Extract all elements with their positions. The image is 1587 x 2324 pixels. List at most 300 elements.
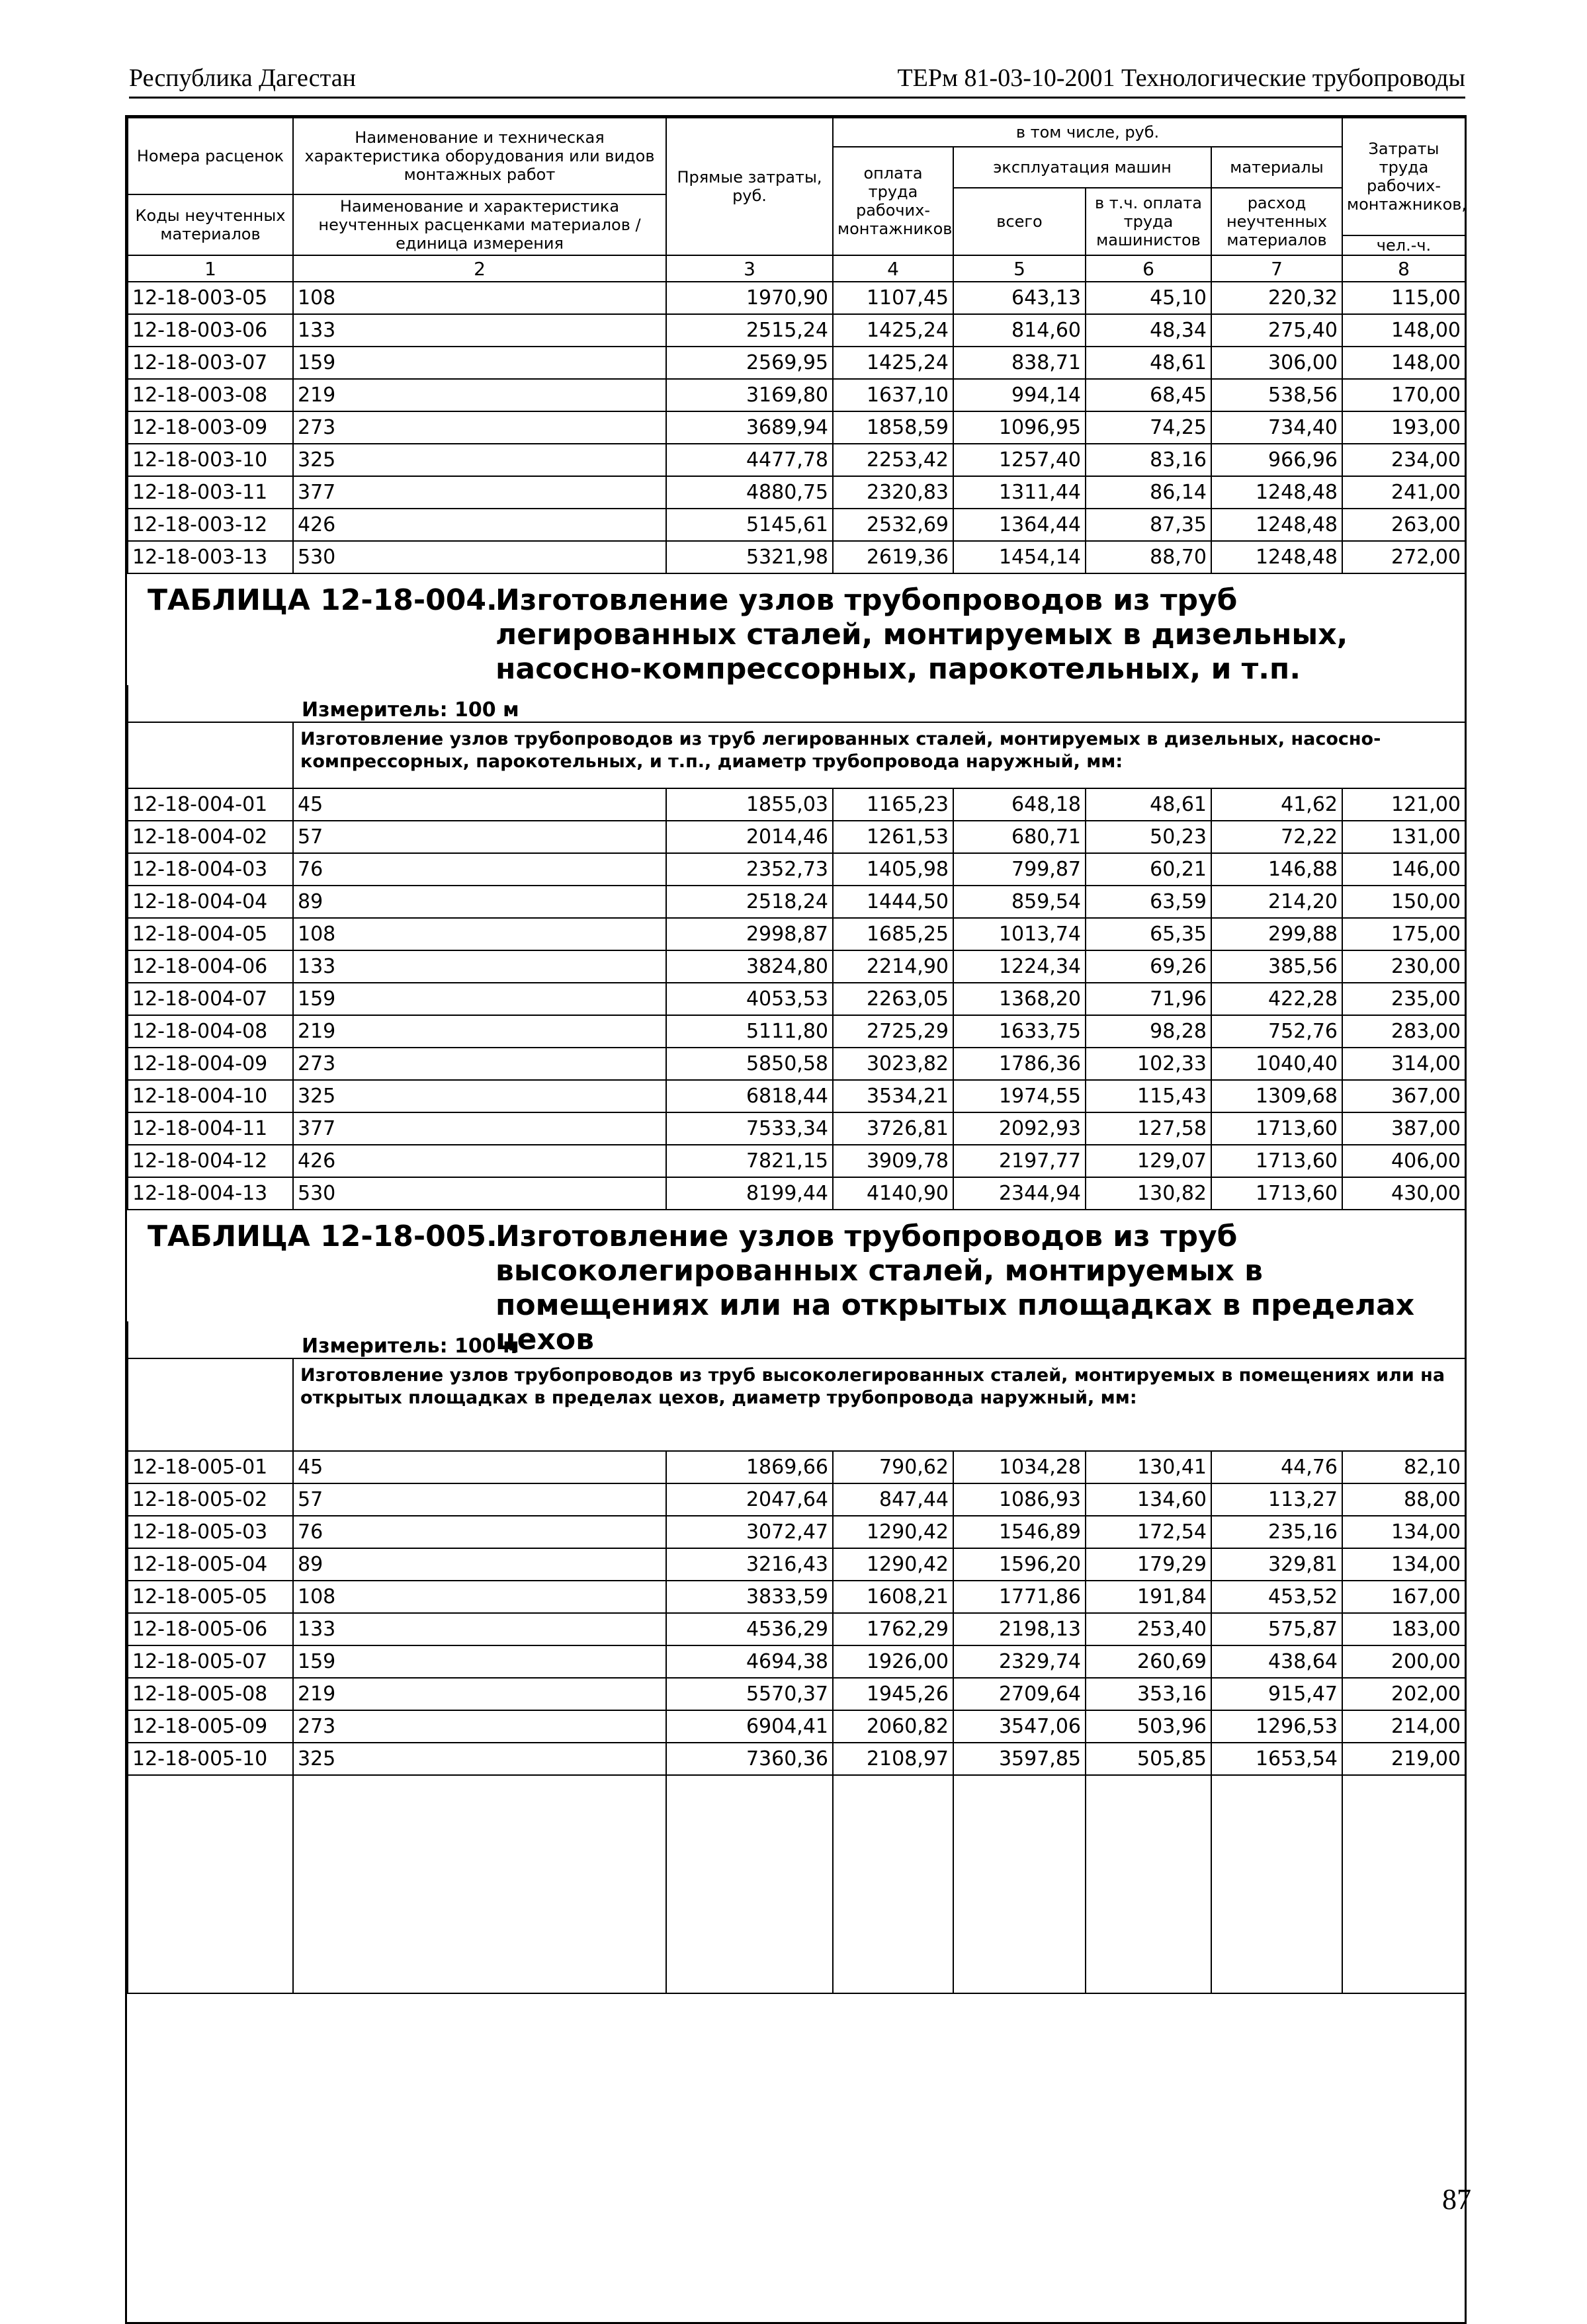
col5-header: всего: [953, 188, 1086, 255]
rate-code: 12-18-005-07: [128, 1645, 293, 1678]
materials-use: 299,88: [1211, 918, 1342, 950]
direct-costs: 3833,59: [666, 1581, 833, 1613]
direct-costs: 4477,78: [666, 444, 833, 476]
table-row: [128, 1613, 1465, 1645]
machines-total: 2198,13: [953, 1613, 1086, 1645]
labor-hours: 214,00: [1342, 1710, 1465, 1743]
pipe-diameter: 325: [293, 444, 666, 476]
labor-pay: 1637,10: [833, 379, 953, 411]
rate-code: 12-18-004-06: [128, 950, 293, 983]
table-row: [128, 1516, 1465, 1548]
table-row: [128, 1678, 1465, 1710]
table-row: [128, 983, 1465, 1015]
machines-total: 1364,44: [953, 509, 1086, 541]
operator-pay: 503,96: [1086, 1710, 1211, 1743]
materials-use: 422,28: [1211, 983, 1342, 1015]
labor-hours: 150,00: [1342, 886, 1465, 918]
pipe-diameter: 219: [293, 1678, 666, 1710]
operator-pay: 115,43: [1086, 1080, 1211, 1112]
table-row: [128, 950, 1465, 983]
labor-hours: 134,00: [1342, 1516, 1465, 1548]
operator-pay: 48,61: [1086, 788, 1211, 821]
labor-hours: 430,00: [1342, 1177, 1465, 1210]
pipe-diameter: 426: [293, 1145, 666, 1177]
direct-costs: 2569,95: [666, 347, 833, 379]
column-number: 8: [1342, 255, 1465, 282]
labor-hours: 202,00: [1342, 1678, 1465, 1710]
operator-pay: 50,23: [1086, 821, 1211, 853]
machines-total: 1596,20: [953, 1548, 1086, 1581]
labor-hours: 263,00: [1342, 509, 1465, 541]
materials-use: 1248,48: [1211, 541, 1342, 573]
direct-costs: 7360,36: [666, 1743, 833, 1775]
table-title-text: Изготовление узлов трубопроводов из труб легированных сталей, монтируемых в дизельных, насосно-компрессорных, парокотельных, и т.п.: [495, 583, 1348, 686]
materials-use: 1309,68: [1211, 1080, 1342, 1112]
labor-hours: 167,00: [1342, 1581, 1465, 1613]
rate-code: 12-18-005-02: [128, 1483, 293, 1516]
column-number: 5: [953, 255, 1086, 282]
materials-use: 1296,53: [1211, 1710, 1342, 1743]
materials-use: 1248,48: [1211, 476, 1342, 509]
rate-code: 12-18-003-06: [128, 314, 293, 347]
operator-pay: 134,60: [1086, 1483, 1211, 1516]
incl-header: в том числе, руб.: [833, 118, 1342, 147]
labor-pay: 2060,82: [833, 1710, 953, 1743]
pipe-diameter: 325: [293, 1743, 666, 1775]
labor-hours: 131,00: [1342, 821, 1465, 853]
table-row: [128, 347, 1465, 379]
page-number: 87: [1442, 2183, 1471, 2216]
labor-pay: 1444,50: [833, 886, 953, 918]
machines-total: 643,13: [953, 282, 1086, 314]
materials-use: 1713,60: [1211, 1145, 1342, 1177]
direct-costs: 8199,44: [666, 1177, 833, 1210]
machines-total: 1224,34: [953, 950, 1086, 983]
labor-pay: 847,44: [833, 1483, 953, 1516]
col7-header: расход неучтенных материалов: [1211, 188, 1342, 255]
machines-total: 1311,44: [953, 476, 1086, 509]
operator-pay: 69,26: [1086, 950, 1211, 983]
col4-header: оплата труда рабочих-монтажников: [833, 147, 953, 255]
column-number: 3: [666, 255, 833, 282]
direct-costs: 6818,44: [666, 1080, 833, 1112]
rate-code: 12-18-004-07: [128, 983, 293, 1015]
col1-bottom-header: Коды неучтенных материалов: [128, 194, 293, 255]
table-row: [128, 1710, 1465, 1743]
materials-use: 214,20: [1211, 886, 1342, 918]
direct-costs: 4053,53: [666, 983, 833, 1015]
machines-total: 1368,20: [953, 983, 1086, 1015]
pipe-diameter: 76: [293, 1516, 666, 1548]
labor-pay: 1261,53: [833, 821, 953, 853]
labor-hours: 170,00: [1342, 379, 1465, 411]
rate-code: 12-18-003-07: [128, 347, 293, 379]
pipe-diameter: 377: [293, 476, 666, 509]
operator-pay: 65,35: [1086, 918, 1211, 950]
direct-costs: 2998,87: [666, 918, 833, 950]
pipe-diameter: 273: [293, 1048, 666, 1080]
machines-total: 1633,75: [953, 1015, 1086, 1048]
rate-code: 12-18-004-12: [128, 1145, 293, 1177]
machines-total: 799,87: [953, 853, 1086, 886]
table-row: [128, 314, 1465, 347]
materials-use: 72,22: [1211, 821, 1342, 853]
operator-pay: 48,61: [1086, 347, 1211, 379]
table-row: [128, 1645, 1465, 1678]
table-row: [128, 282, 1465, 314]
pipe-diameter: 325: [293, 1080, 666, 1112]
pipe-diameter: 133: [293, 1613, 666, 1645]
direct-costs: 2047,64: [666, 1483, 833, 1516]
materials-use: 915,47: [1211, 1678, 1342, 1710]
machines-total: 3597,85: [953, 1743, 1086, 1775]
rates-sheet: [125, 115, 1467, 2324]
table-description: Изготовление узлов трубопроводов из труб высоколегированных сталей, монтируемых в помещениях или на открытых площадках в пределах цехов, диаметр трубопровода наружный, мм:: [293, 1358, 1465, 1451]
table-label: ТАБЛИЦА 12-18-004.: [148, 583, 497, 617]
rate-code: 12-18-005-09: [128, 1710, 293, 1743]
labor-pay: 4140,90: [833, 1177, 953, 1210]
direct-costs: 3216,43: [666, 1548, 833, 1581]
operator-pay: 88,70: [1086, 541, 1211, 573]
direct-costs: 5145,61: [666, 509, 833, 541]
labor-pay: 2108,97: [833, 1743, 953, 1775]
header-document-title: ТЕРм 81-03-10-2001 Технологические трубопроводы: [897, 64, 1465, 92]
table-row: [128, 541, 1465, 573]
materials-use: 41,62: [1211, 788, 1342, 821]
direct-costs: 4694,38: [666, 1645, 833, 1678]
pipe-diameter: 57: [293, 821, 666, 853]
labor-hours: 283,00: [1342, 1015, 1465, 1048]
materials-use: 146,88: [1211, 853, 1342, 886]
rate-code: 12-18-003-08: [128, 379, 293, 411]
machines-total: 2329,74: [953, 1645, 1086, 1678]
machines-total: 2344,94: [953, 1177, 1086, 1210]
table-measure: Измеритель: 100 м: [128, 1321, 1465, 1358]
pipe-diameter: 426: [293, 509, 666, 541]
labor-pay: 1425,24: [833, 347, 953, 379]
labor-pay: 1608,21: [833, 1581, 953, 1613]
labor-pay: 2263,05: [833, 983, 953, 1015]
pipe-diameter: 159: [293, 983, 666, 1015]
direct-costs: 7533,34: [666, 1112, 833, 1145]
labor-hours: 82,10: [1342, 1451, 1465, 1483]
labor-hours: 219,00: [1342, 1743, 1465, 1775]
table-label: ТАБЛИЦА 12-18-005.: [148, 1220, 497, 1253]
labor-hours: 367,00: [1342, 1080, 1465, 1112]
col1-top-header: Номера расценок: [128, 118, 293, 194]
direct-costs: 2014,46: [666, 821, 833, 853]
table-measure: Измеритель: 100 м: [128, 685, 1465, 722]
operator-pay: 86,14: [1086, 476, 1211, 509]
labor-pay: 2253,42: [833, 444, 953, 476]
labor-pay: 1290,42: [833, 1516, 953, 1548]
table-row: [128, 1451, 1465, 1483]
labor-hours: 115,00: [1342, 282, 1465, 314]
rate-code: 12-18-004-09: [128, 1048, 293, 1080]
materials-use: 538,56: [1211, 379, 1342, 411]
labor-pay: 1165,23: [833, 788, 953, 821]
pipe-diameter: 45: [293, 788, 666, 821]
labor-pay: 2214,90: [833, 950, 953, 983]
materials-use: 1713,60: [1211, 1112, 1342, 1145]
table-row: [128, 1080, 1465, 1112]
column-number: 1: [128, 255, 293, 282]
labor-hours: 121,00: [1342, 788, 1465, 821]
rate-code: 12-18-003-05: [128, 282, 293, 314]
operator-pay: 74,25: [1086, 411, 1211, 444]
materials-use: 220,32: [1211, 282, 1342, 314]
operator-pay: 179,29: [1086, 1548, 1211, 1581]
direct-costs: 1855,03: [666, 788, 833, 821]
operator-pay: 130,82: [1086, 1177, 1211, 1210]
table-row: [128, 509, 1465, 541]
materials-header: материалы: [1211, 147, 1342, 188]
operator-pay: 102,33: [1086, 1048, 1211, 1080]
operator-pay: 87,35: [1086, 509, 1211, 541]
table-row: [128, 1177, 1465, 1210]
materials-use: 1248,48: [1211, 509, 1342, 541]
labor-hours: 314,00: [1342, 1048, 1465, 1080]
rate-code: 12-18-005-03: [128, 1516, 293, 1548]
pipe-diameter: 133: [293, 950, 666, 983]
operator-pay: 172,54: [1086, 1516, 1211, 1548]
operator-pay: 60,21: [1086, 853, 1211, 886]
materials-use: 438,64: [1211, 1645, 1342, 1678]
labor-hours: 193,00: [1342, 411, 1465, 444]
rate-code: 12-18-004-08: [128, 1015, 293, 1048]
table-row: [128, 886, 1465, 918]
table-row: [128, 1483, 1465, 1516]
labor-hours: 134,00: [1342, 1548, 1465, 1581]
column-number: 7: [1211, 255, 1342, 282]
rate-code: 12-18-003-09: [128, 411, 293, 444]
direct-costs: 5111,80: [666, 1015, 833, 1048]
operator-pay: 260,69: [1086, 1645, 1211, 1678]
direct-costs: 5850,58: [666, 1048, 833, 1080]
labor-hours: 183,00: [1342, 1613, 1465, 1645]
table-row: [128, 1548, 1465, 1581]
machines-total: 1086,93: [953, 1483, 1086, 1516]
direct-costs: 2352,73: [666, 853, 833, 886]
materials-use: 329,81: [1211, 1548, 1342, 1581]
machines-total: 2092,93: [953, 1112, 1086, 1145]
machines-total: 994,14: [953, 379, 1086, 411]
labor-pay: 2619,36: [833, 541, 953, 573]
direct-costs: 2518,24: [666, 886, 833, 918]
materials-use: 385,56: [1211, 950, 1342, 983]
machines-total: 1454,14: [953, 541, 1086, 573]
operator-pay: 71,96: [1086, 983, 1211, 1015]
pipe-diameter: 108: [293, 282, 666, 314]
column-numbers-row: [128, 255, 1465, 282]
materials-use: 453,52: [1211, 1581, 1342, 1613]
rate-code: 12-18-005-10: [128, 1743, 293, 1775]
pipe-diameter: 273: [293, 1710, 666, 1743]
materials-use: 113,27: [1211, 1483, 1342, 1516]
table-title-text: Изготовление узлов трубопроводов из труб высоколегированных сталей, монтируемых в помещениях или на открытых площадках в пределах цехов: [495, 1220, 1415, 1356]
operator-pay: 191,84: [1086, 1581, 1211, 1613]
labor-hours: 200,00: [1342, 1645, 1465, 1678]
operator-pay: 127,58: [1086, 1112, 1211, 1145]
rate-code: 12-18-003-12: [128, 509, 293, 541]
rate-code: 12-18-005-05: [128, 1581, 293, 1613]
labor-pay: 2320,83: [833, 476, 953, 509]
table-row: [128, 444, 1465, 476]
rate-code: 12-18-004-10: [128, 1080, 293, 1112]
rate-code: 12-18-004-01: [128, 788, 293, 821]
labor-pay: 3909,78: [833, 1145, 953, 1177]
labor-hours: 175,00: [1342, 918, 1465, 950]
rate-code: 12-18-004-03: [128, 853, 293, 886]
col2-bottom-header: Наименование и характеристика неучтенных расценками материалов / единица измерения: [293, 194, 666, 255]
direct-costs: 3689,94: [666, 411, 833, 444]
labor-pay: 2532,69: [833, 509, 953, 541]
machines-header: эксплуатация машин: [953, 147, 1211, 188]
labor-pay: 1425,24: [833, 314, 953, 347]
labor-hours: 406,00: [1342, 1145, 1465, 1177]
direct-costs: 5321,98: [666, 541, 833, 573]
machines-total: 838,71: [953, 347, 1086, 379]
materials-use: 1713,60: [1211, 1177, 1342, 1210]
direct-costs: 2515,24: [666, 314, 833, 347]
labor-hours: 88,00: [1342, 1483, 1465, 1516]
machines-total: 680,71: [953, 821, 1086, 853]
machines-total: 1096,95: [953, 411, 1086, 444]
labor-hours: 234,00: [1342, 444, 1465, 476]
materials-use: 575,87: [1211, 1613, 1342, 1645]
pipe-diameter: 273: [293, 411, 666, 444]
machines-total: 859,54: [953, 886, 1086, 918]
operator-pay: 68,45: [1086, 379, 1211, 411]
table-12-18-004-heading: [128, 573, 1465, 788]
col3-header: Прямые затраты, руб.: [666, 118, 833, 255]
operator-pay: 83,16: [1086, 444, 1211, 476]
operator-pay: 63,59: [1086, 886, 1211, 918]
operator-pay: 505,85: [1086, 1743, 1211, 1775]
column-number: 6: [1086, 255, 1211, 282]
labor-hours: 148,00: [1342, 314, 1465, 347]
labor-pay: 1290,42: [833, 1548, 953, 1581]
rate-code: 12-18-003-13: [128, 541, 293, 573]
pipe-diameter: 45: [293, 1451, 666, 1483]
direct-costs: 5570,37: [666, 1678, 833, 1710]
table-row: [128, 1581, 1465, 1613]
materials-use: 752,76: [1211, 1015, 1342, 1048]
machines-total: 1786,36: [953, 1048, 1086, 1080]
machines-total: 1771,86: [953, 1581, 1086, 1613]
machines-total: 3547,06: [953, 1710, 1086, 1743]
table-description: Изготовление узлов трубопроводов из труб легированных сталей, монтируемых в дизельных, насосно-компрессорных, парокотельных, и т.п., диаметр трубопровода наружный, мм:: [293, 722, 1465, 788]
table-row: [128, 853, 1465, 886]
header-region: Республика Дагестан: [129, 64, 356, 92]
materials-use: 275,40: [1211, 314, 1342, 347]
materials-use: 306,00: [1211, 347, 1342, 379]
labor-pay: 3726,81: [833, 1112, 953, 1145]
operator-pay: 98,28: [1086, 1015, 1211, 1048]
pipe-diameter: 108: [293, 918, 666, 950]
col2-top-header: Наименование и техническая характеристика оборудования или видов монтажных работ: [293, 118, 666, 194]
pipe-diameter: 219: [293, 1015, 666, 1048]
labor-pay: 790,62: [833, 1451, 953, 1483]
operator-pay: 45,10: [1086, 282, 1211, 314]
table-row: [128, 1743, 1465, 1775]
rate-code: 12-18-005-06: [128, 1613, 293, 1645]
materials-use: 1040,40: [1211, 1048, 1342, 1080]
table-row: [128, 379, 1465, 411]
machines-total: 1257,40: [953, 444, 1086, 476]
materials-use: 44,76: [1211, 1451, 1342, 1483]
table-row: [128, 821, 1465, 853]
col6-header: в т.ч. оплата труда машинистов: [1086, 188, 1211, 255]
rate-code: 12-18-004-11: [128, 1112, 293, 1145]
direct-costs: 1970,90: [666, 282, 833, 314]
table-row: [128, 1145, 1465, 1177]
operator-pay: 48,34: [1086, 314, 1211, 347]
labor-pay: 1762,29: [833, 1613, 953, 1645]
col8-top-header: Затраты труда рабочих-монтажников,: [1342, 118, 1465, 235]
rates-table: [127, 117, 1466, 1994]
table-row: [128, 1112, 1465, 1145]
labor-hours: 230,00: [1342, 950, 1465, 983]
machines-total: 1546,89: [953, 1516, 1086, 1548]
pipe-diameter: 219: [293, 379, 666, 411]
labor-pay: 1945,26: [833, 1678, 953, 1710]
table-title: [128, 574, 1465, 685]
labor-pay: 3023,82: [833, 1048, 953, 1080]
pipe-diameter: 108: [293, 1581, 666, 1613]
rate-code: 12-18-004-04: [128, 886, 293, 918]
operator-pay: 129,07: [1086, 1145, 1211, 1177]
materials-use: 966,96: [1211, 444, 1342, 476]
materials-use: 734,40: [1211, 411, 1342, 444]
operator-pay: 130,41: [1086, 1451, 1211, 1483]
pipe-diameter: 530: [293, 541, 666, 573]
pipe-diameter: 89: [293, 886, 666, 918]
table-12-18-005-rows: [128, 1451, 1465, 1775]
labor-hours: 148,00: [1342, 347, 1465, 379]
column-number: 4: [833, 255, 953, 282]
rate-code: 12-18-003-10: [128, 444, 293, 476]
rate-code: 12-18-004-02: [128, 821, 293, 853]
rate-code: 12-18-003-11: [128, 476, 293, 509]
direct-costs: 3824,80: [666, 950, 833, 983]
direct-costs: 3169,80: [666, 379, 833, 411]
materials-use: 235,16: [1211, 1516, 1342, 1548]
direct-costs: 6904,41: [666, 1710, 833, 1743]
labor-hours: 241,00: [1342, 476, 1465, 509]
machines-total: 2197,77: [953, 1145, 1086, 1177]
pipe-diameter: 530: [293, 1177, 666, 1210]
labor-hours: 387,00: [1342, 1112, 1465, 1145]
table-row: [128, 1048, 1465, 1080]
column-number: 2: [293, 255, 666, 282]
labor-pay: 1926,00: [833, 1645, 953, 1678]
labor-pay: 1858,59: [833, 411, 953, 444]
labor-hours: 272,00: [1342, 541, 1465, 573]
page-header: [129, 58, 1465, 99]
pipe-diameter: 57: [293, 1483, 666, 1516]
direct-costs: 4880,75: [666, 476, 833, 509]
table-12-18-004-rows: [128, 788, 1465, 1210]
machines-total: 2709,64: [953, 1678, 1086, 1710]
direct-costs: 7821,15: [666, 1145, 833, 1177]
labor-pay: 3534,21: [833, 1080, 953, 1112]
table-12-18-003-rows: [128, 282, 1465, 573]
materials-use: 1653,54: [1211, 1743, 1342, 1775]
operator-pay: 253,40: [1086, 1613, 1211, 1645]
rate-code: 12-18-005-01: [128, 1451, 293, 1483]
pipe-diameter: 76: [293, 853, 666, 886]
